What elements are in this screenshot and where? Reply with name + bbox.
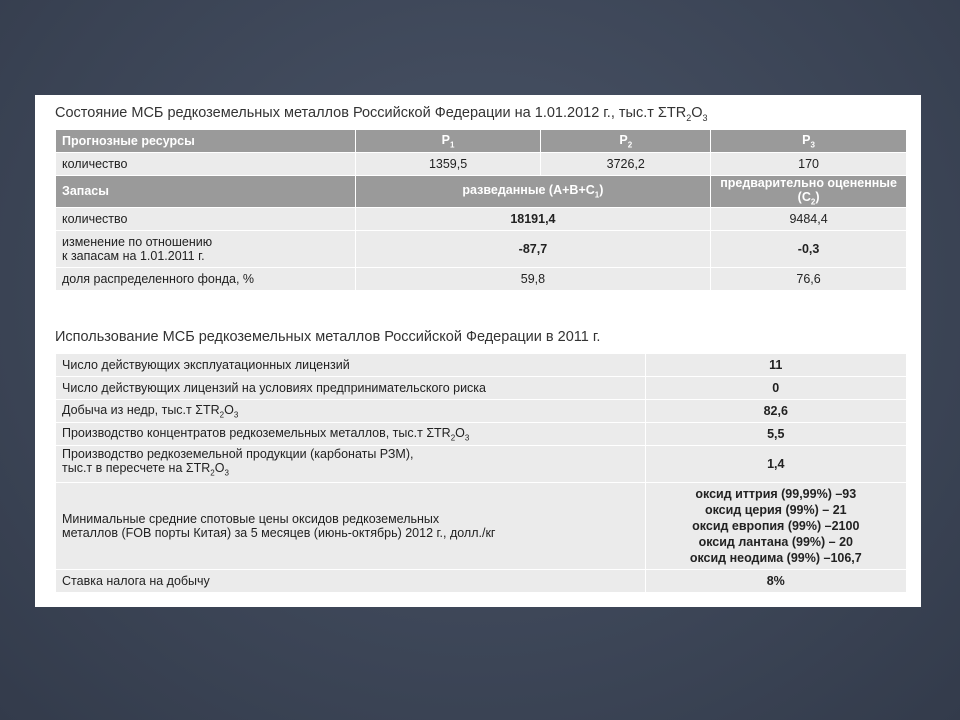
cell-value: 1359,5 (355, 153, 541, 176)
row-label: Число действующих лицензий на условиях предпринимательского риска (56, 377, 646, 400)
price-item: оксид европия (99%) –2100 (692, 519, 860, 533)
cell-value: 82,6 (645, 400, 906, 423)
table-row (56, 377, 907, 400)
table-row (56, 570, 907, 593)
cell-value: 170 (711, 153, 907, 176)
document-panel (35, 95, 921, 607)
header-p2: $P_2$ (541, 130, 711, 153)
table-row (56, 230, 907, 267)
table-row (56, 176, 907, 208)
header-forecast: Прогнозные ресурсы (56, 130, 356, 153)
header-preliminary: предварительно оцененные $(C_2)$ (711, 176, 907, 208)
cell-value: 9484,4 (711, 207, 907, 230)
row-label: количество (56, 207, 356, 230)
header-explored: разведанные $(A+B+C_1)$ (355, 176, 710, 208)
table-row (56, 267, 907, 290)
row-label: изменение по отношению к запасам на 1.01.2011 г. (56, 230, 356, 267)
cell-value: -0,3 (711, 230, 907, 267)
cell-value: 5,5 (645, 423, 906, 446)
table-row (56, 207, 907, 230)
price-item: оксид иттрия (99,99%) –93 (695, 487, 857, 501)
cell-value: 59,8 (355, 267, 710, 290)
cell-value: 8% (645, 570, 906, 593)
row-label: Производство концентратов редкоземельных металлов, тыс.т $\Sigma TR_2O_3$ (56, 423, 646, 446)
header-p1: $P_1$ (355, 130, 541, 153)
table2-title: Использование МСБ редкоземельных металлов Российской Федерации в 2011 г. (55, 329, 601, 345)
header-p3: $P_3$ (711, 130, 907, 153)
row-label: Число действующих эксплуатационных лицензий (56, 354, 646, 377)
table-row (56, 446, 907, 483)
price-list (645, 483, 906, 570)
table-row (56, 153, 907, 176)
cell-value: 18191,4 (355, 207, 710, 230)
row-label: Добыча из недр, тыс.т $\Sigma TR_2O_3$ (56, 400, 646, 423)
price-item: оксид церия (99%) – 21 (704, 503, 847, 517)
table1-title: Состояние МСБ редкоземельных металлов Российской Федерации на 1.01.2012 г., тыс.т $\Sigma TR_2O_3$ (55, 105, 708, 123)
cell-value: 11 (645, 354, 906, 377)
usage-table (55, 353, 907, 593)
row-label: Производство редкоземельной продукции (карбонаты РЗМ), тыс.т в пересчете на $\Sigma TR_2O_3$ (56, 446, 646, 483)
table-row (56, 354, 907, 377)
cell-value: 3726,2 (541, 153, 711, 176)
cell-value: 0 (645, 377, 906, 400)
price-item: оксид неодима (99%) –106,7 (689, 551, 862, 565)
header-reserves: Запасы (56, 176, 356, 208)
resources-table (55, 129, 907, 291)
cell-value: 1,4 (645, 446, 906, 483)
table-row (56, 483, 907, 570)
row-label: Минимальные средние спотовые цены оксидов редкоземельных металлов (FOB порты Китая) за 5 месяцев (июнь-октябрь) 2012 г., долл./кг (56, 483, 646, 570)
row-label: количество (56, 153, 356, 176)
table-row (56, 400, 907, 423)
row-label: Ставка налога на добычу (56, 570, 646, 593)
price-item: оксид лантана (99%) – 20 (698, 535, 853, 549)
row-label: доля распределенного фонда, % (56, 267, 356, 290)
table-row (56, 423, 907, 446)
cell-value: 76,6 (711, 267, 907, 290)
table-row (56, 130, 907, 153)
cell-value: -87,7 (355, 230, 710, 267)
